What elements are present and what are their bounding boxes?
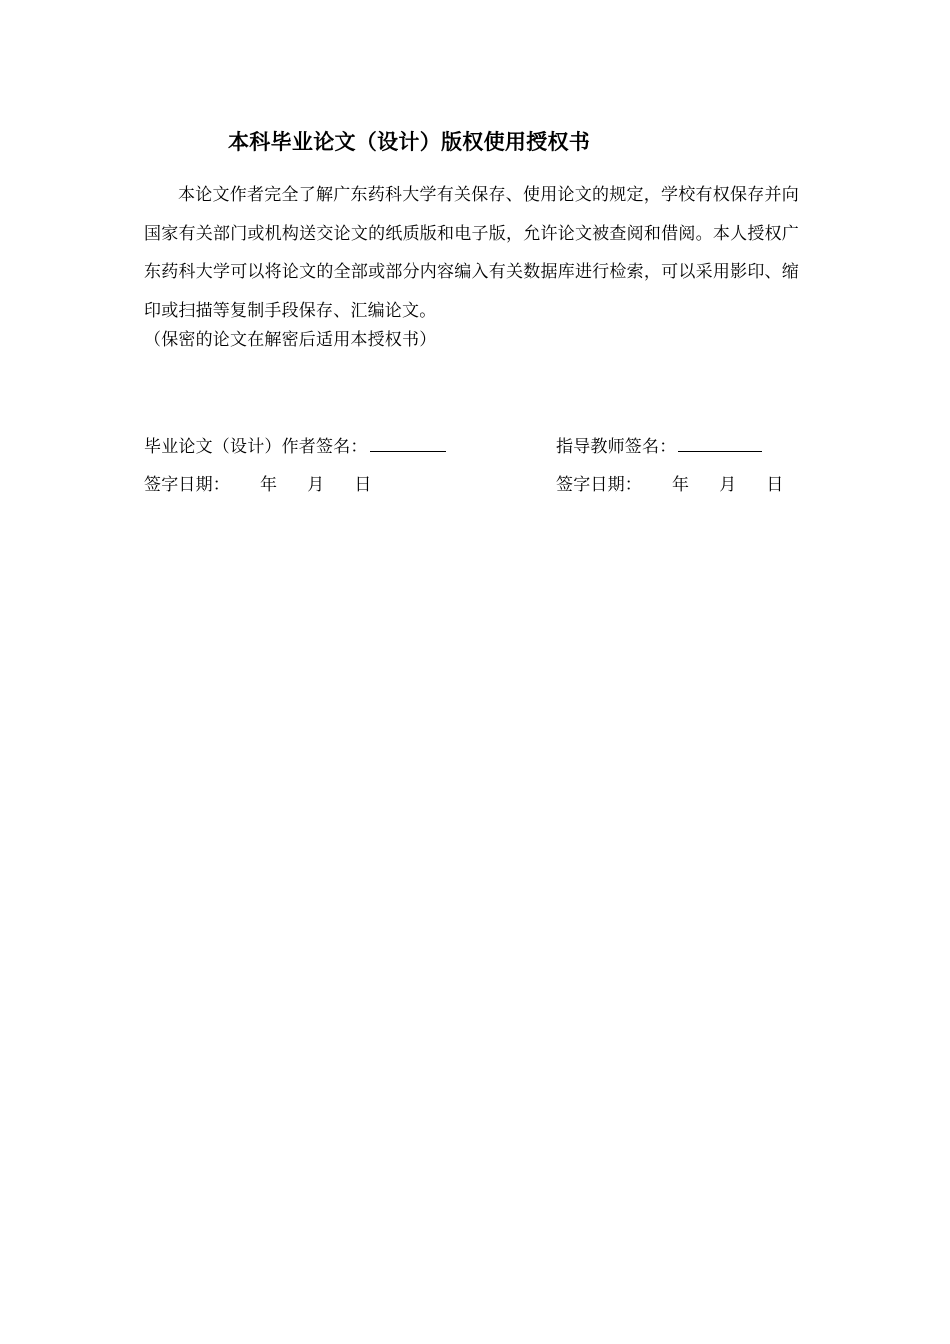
confidentiality-note: （保密的论文在解密后适用本授权书） xyxy=(144,330,437,350)
advisor-date-day: 日 xyxy=(766,475,784,495)
advisor-date-label: 签字日期： xyxy=(556,475,642,495)
advisor-date-row xyxy=(556,471,784,499)
author-date-label: 签字日期： xyxy=(144,475,230,495)
author-signature-label: 毕业论文（设计）作者签名： xyxy=(144,437,368,457)
author-date-year: 年 xyxy=(260,475,278,495)
advisor-date-month: 月 xyxy=(719,475,737,495)
advisor-date-year: 年 xyxy=(672,475,690,495)
advisor-signature-row xyxy=(556,433,762,461)
author-signature-row xyxy=(144,433,446,461)
authorization-paragraph: 本论文作者完全了解广东药科大学有关保存、使用论文的规定，学校有权保存并向国家有关部门或机构送交论文的纸质版和电子版，允许论文被查阅和借阅。本人授权广东药科大学可以将论文的全部或部分内容编入有关数据库进行检索，可以采用影印、缩印或扫描等复制手段保存、汇编论文。 xyxy=(144,185,799,321)
document-title: 本科毕业论文（设计）版权使用授权书 xyxy=(228,130,591,154)
author-date-day: 日 xyxy=(354,475,372,495)
author-date-month: 月 xyxy=(307,475,325,495)
author-date-row xyxy=(144,471,372,499)
advisor-signature-blank[interactable] xyxy=(678,433,762,452)
author-signature-blank[interactable] xyxy=(370,433,446,452)
advisor-signature-label: 指导教师签名： xyxy=(556,437,677,457)
